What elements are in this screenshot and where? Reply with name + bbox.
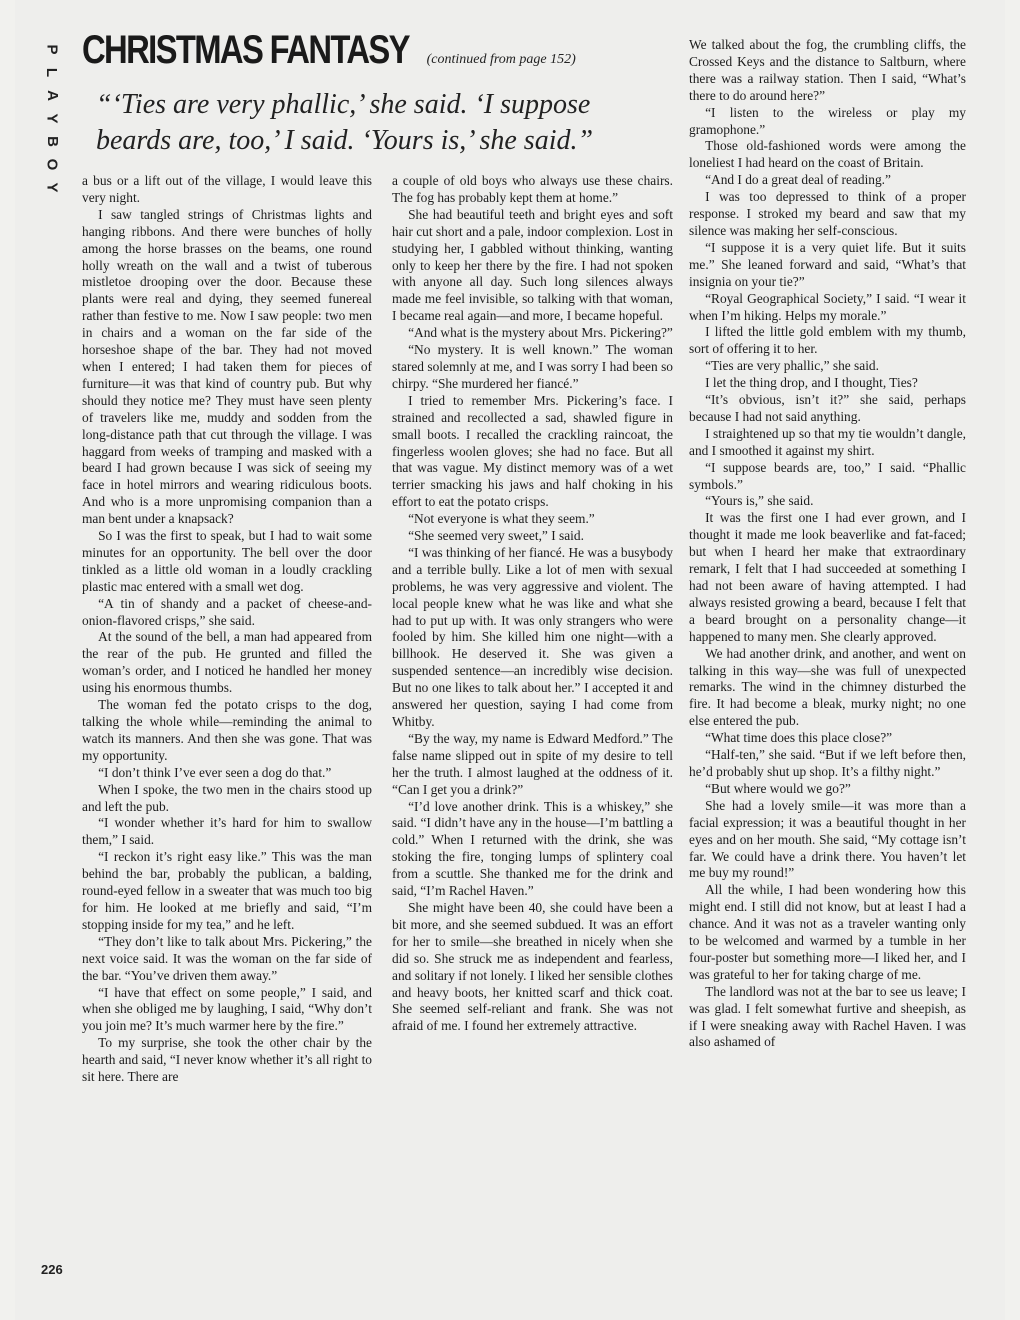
paragraph: I was too depressed to think of a proper response. I stroked my beard and saw that my silence was making her self-conscious. — [689, 189, 966, 238]
paragraph: “By the way, my name is Edward Medford.” The false name slipped out in spite of my desire to tell her the truth. I almost laughed at the oddness of it. “Can I get you a drink?” — [392, 730, 673, 797]
paragraph: The landlord was not at the bar to see us leave; I was glad. I felt somewhat furtive and sheepish, as if I were sneaking away with Rachel Haven. I was also ashamed of — [689, 983, 966, 1050]
text-column-3 — [689, 37, 966, 1051]
paragraph: “But where would we go?” — [705, 780, 851, 796]
paragraph: It was the first one I had ever grown, and I thought it made me look beaverlike and fat-faced; but when I heard her make that extraordinary remark, I felt that I had succeeded at something I had not been aware of having attempted. I had always resisted growing a beard, because I felt that a beard brought on a personality change—it happened to many men. She clearly approved. — [689, 510, 966, 644]
paragraph: The woman fed the potato crisps to the dog, talking the whole while—reminding the animal to watch its manners. And then she was gone. That was my opportunity. — [82, 697, 372, 763]
vertical-letter: P — [43, 44, 61, 55]
vertical-letter: Y — [43, 182, 61, 193]
paragraph: Those old-fashioned words were among the loneliest I had heard on the coast of Britain. — [689, 138, 966, 171]
article-header — [82, 28, 672, 159]
paragraph: I tried to remember Mrs. Pickering’s face. I strained and recollected a sad, shawled figure in small boots. I recalled the crackling raincoat, the fingerless woolen gloves; she had no face. But all that was vague. My distinct memory was of a wet terrier smacking his jaws and half choking in his effort to eat the potato crisps. — [392, 392, 673, 510]
vertical-letter: A — [43, 90, 61, 101]
paragraph: We talked about the fog, the crumbling cliffs, the Crossed Keys and the distance to Saltburn, where there was a railway station. Then I said, “What’s there to do around here?” — [689, 37, 966, 103]
vertical-letter: L — [43, 67, 61, 78]
paragraph: I lifted the little gold emblem with my thumb, sort of offering it to her. — [689, 324, 966, 357]
title-row — [82, 28, 672, 73]
vertical-letter: B — [43, 136, 61, 147]
paragraph: “I reckon it’s right easy like.” This was the man behind the bar, probably the publican, a balding, round-eyed fellow in a sweater that was much too big for him. He looked at me briefly and said, “I’m stopping inside for my tea,” and he left. — [82, 849, 372, 932]
paragraph: “I have that effect on some people,” I said, and when she obliged me by laughing, I said, “Why don’t you join me? It’s much warmer here by the fire.” — [82, 984, 372, 1034]
paragraph: “I was thinking of her fiancé. He was a busybody and a terrible bully. Like a lot of men with sexual problems, he was very aggressive and violent. The local people knew what he was like and what she had to put up with. It was only strangers who were fooled by him. She killed him one night—with a billhook. He deserved it. She was given a suspended sentence—an incredibly wise decision. But no one likes to talk about her.” I accepted it and answered her question, saying I had come from Whitby. — [392, 544, 673, 729]
magazine-name-vertical — [37, 42, 67, 195]
vertical-letter: Y — [43, 113, 61, 124]
paragraph: “And I do a great deal of reading.” — [705, 172, 891, 188]
page-number: 226 — [41, 1262, 63, 1277]
paragraph: When I spoke, the two men in the chairs stood up and left the pub. — [82, 781, 372, 814]
paragraph: “I listen to the wireless or play my gramophone.” — [689, 104, 966, 137]
paragraph: “No mystery. It is well known.” The woman stared solemnly at me, and I was sorry I had been so chirpy. “She murdered her fiancé.” — [392, 342, 673, 391]
paragraph: “She seemed very sweet,” I said. — [408, 528, 584, 544]
text-column-1 — [82, 173, 372, 1086]
paragraph: “It’s obvious, isn’t it?” she said, perhaps because I had not said anything. — [689, 392, 966, 424]
paragraph: “Ties are very phallic,” she said. — [705, 358, 879, 374]
text-column-2 — [392, 173, 673, 1035]
paragraph: “What time does this place close?” — [705, 730, 893, 746]
paragraph: “They don’t like to talk about Mrs. Pickering,” the next voice said. It was the woman on the far side of the bar. “You’ve driven them away.” — [82, 933, 372, 983]
paragraph: So I was the first to speak, but I had to wait some minutes for an opportunity. The bell over the door tinkled as a little old woman in a loudly crackling plastic mac entered with a small wet dog. — [82, 528, 372, 594]
paragraph: “Half-ten,” she said. “But if we left before then, he’d probably shut up shop. It’s a filthy night.” — [689, 747, 966, 779]
paragraph: At the sound of the bell, a man had appeared from the rear of the pub. He grunted and filled the woman’s order, and I noticed he handled her money using his enormous thumbs. — [82, 629, 372, 696]
continued-note: (continued from page 152) — [426, 52, 576, 67]
paragraph: “Yours is,” she said. — [705, 493, 814, 509]
paragraph: a bus or a lift out of the village, I would leave this very night. — [82, 173, 372, 205]
article-title: CHRISTMAS FANTASY — [82, 28, 409, 72]
paragraph: “A tin of shandy and a packet of cheese-and-onion-flavored crisps,” she said. — [82, 595, 372, 628]
paragraph: “I don’t think I’ve ever seen a dog do that.” — [98, 764, 332, 780]
paragraph: “I suppose it is a very quiet life. But it suits me.” She leaned forward and said, “What’s that insignia on your tie?” — [689, 239, 966, 289]
pull-quote: “‘Ties are very phallic,’ she said. ‘I suppose beards are, too,’ I said. ‘Yours is,’ she said.” — [96, 89, 594, 156]
paragraph: “I wonder whether it’s hard for him to swallow them,” I said. — [82, 815, 372, 848]
paragraph: She had a lovely smile—it was more than a facial expression; it was a beautiful thought in her eyes and on her mouth. She said, “My cottage isn’t far. We could have a drink there. You haven’t let me buy my round!” — [689, 797, 966, 881]
paragraph: “And what is the mystery about Mrs. Pickering?” — [408, 325, 673, 341]
paragraph: I saw tangled strings of Christmas lights and hanging ribbons. And there were bunches of holly among the horse brasses on the beams, one round holly wreath on the wall and a twist of tuberous mistletoe drooping over the door. Because these plants were real and dying, they seemed funereal rather than festive to me. Now I saw people: two men in chairs and a woman on the far side of the horseshoe shape of the bar. They had not moved when I entered; I had taken them for pieces of furniture—it was that kind of country pub. But why should they notice me? They must have seen plenty of travelers like me, muddy and sodden from the long-distance path that cut through the village. I was haggard from weeks of tramping and masked with a beard I had grown because I was sick of seeing my face in hotel mirrors and wearing ridiculous boots. And who is a more unpromising companion than a man bent under a knapsack? — [82, 206, 372, 527]
paragraph: I straightened up so that my tie wouldn’t dangle, and I smoothed it against my shirt. — [689, 425, 966, 458]
paragraph: “Not everyone is what they seem.” — [408, 511, 595, 527]
paragraph: a couple of old boys who always use these chairs. The fog has probably kept them at home.” — [392, 173, 673, 205]
paragraph: “Royal Geographical Society,” I said. “I wear it when I’m hiking. Helps my morale.” — [689, 290, 966, 323]
paragraph: “I suppose beards are, too,” I said. “Phallic symbols.” — [689, 459, 966, 492]
paragraph: She had beautiful teeth and bright eyes and soft hair cut short and a pale, indoor complexion. Lost in studying her, I gabbled without thinking, wanting only to keep her there by the fire. I had not spoken with anyone all day. Such long silences always made me feel invisible, so talking with that woman, I became real again—and more, I became hopeful. — [392, 206, 673, 324]
paragraph: To my surprise, she took the other chair by the hearth and said, “I never know whether it’s all right to sit here. There are — [82, 1035, 372, 1085]
paragraph: “I’d love another drink. This is a whiskey,” she said. “I didn’t have any in the house—I’m battling a cold.” When I returned with the drink, she was stoking the fire, tonging lumps of splintery coal from a scuttle. She thanked me for the drink and said, “I’m Rachel Haven.” — [392, 798, 673, 899]
paragraph: All the while, I had been wondering how this might end. I still did not know, but at least I had a chance. And it was not as a traveler wanting only to be welcomed and warmed by a tumble in her four-poster but something more—I liked her, and I was grateful to her for taking charge of me. — [689, 882, 966, 982]
vertical-letter: O — [43, 158, 61, 171]
paragraph: She might have been 40, she could have been a bit more, and she seemed subdued. It was an effort for her to smile—she breathed in nicely when she did so. She struck me as independent and fearless, and solitary if not lonely. I liked her sensible clothes and heavy boots, her knitted scarf and thick coat. She seemed self-reliant and frank. She was not afraid of me. I found her extremely attractive. — [392, 899, 673, 1034]
paragraph: We had another drink, and another, and went on talking in this way—she was full of unexpected remarks. The wind in the chimney disturbed the fire. It had become a bleak, murky night; no one else entered the pub. — [689, 645, 966, 729]
magazine-page — [15, 0, 1005, 1320]
paragraph: I let the thing drop, and I thought, Ties? — [705, 375, 918, 391]
